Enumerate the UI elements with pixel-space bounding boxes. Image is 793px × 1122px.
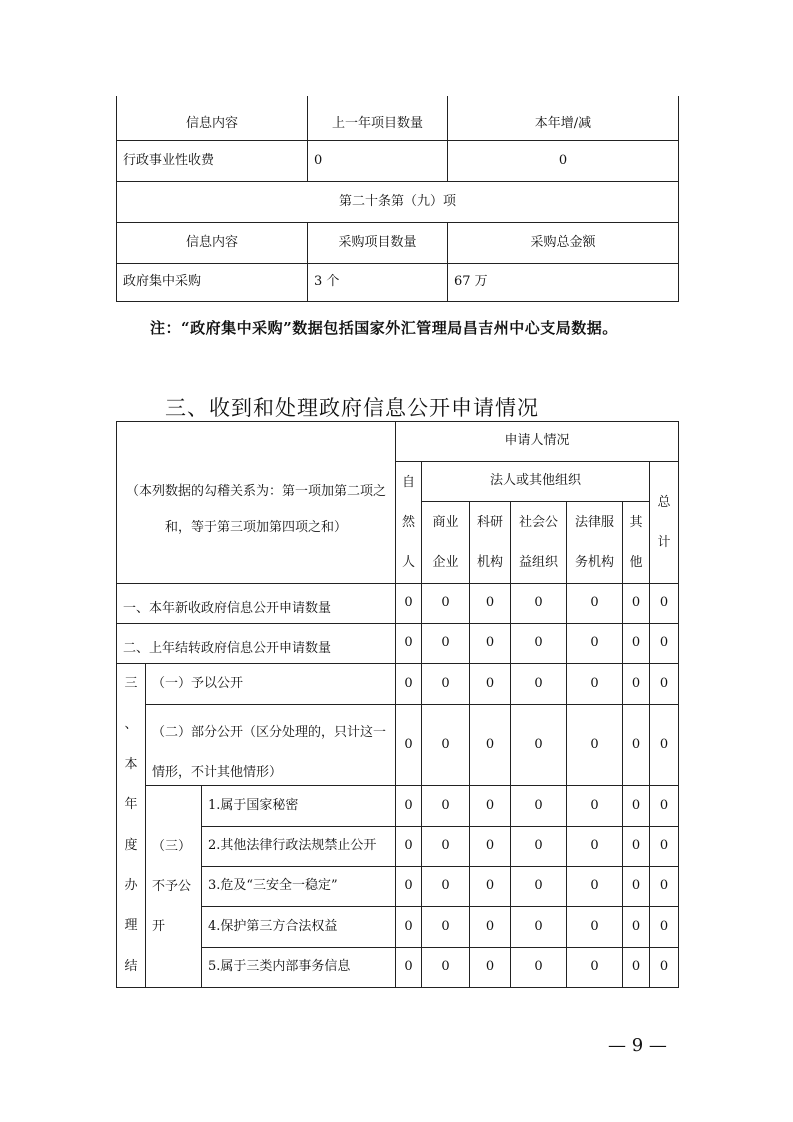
value-cell: 0 — [590, 797, 599, 813]
row-admin-fees-change: 0 — [558, 152, 568, 168]
header-info-content-2: 信息内容 — [185, 234, 238, 250]
row-partial-disclosed-line1: （二）部分公开（区分处理的，只计这一 — [152, 724, 387, 740]
value-cell: 0 — [404, 878, 413, 894]
value-cell: 0 — [534, 595, 543, 611]
value-cell: 0 — [485, 635, 495, 651]
value-cell: 0 — [485, 838, 495, 854]
value-cell: 0 — [590, 635, 599, 651]
research-institution-header: 科研 机构 — [476, 514, 503, 570]
value-cell: 0 — [534, 838, 543, 854]
deny-state-secret: 1.属于国家秘密 — [208, 797, 299, 813]
row-carried-applications: 二、上年结转政府信息公开申请数量 — [123, 640, 332, 656]
value-cell: 0 — [631, 918, 641, 934]
value-cell: 0 — [534, 675, 543, 691]
value-cell: 0 — [441, 635, 450, 651]
value-cell: 0 — [441, 595, 450, 611]
value-cell: 0 — [534, 635, 543, 651]
value-cell: 0 — [659, 675, 669, 691]
value-cell: 0 — [485, 797, 495, 813]
purchase-note: 注：“政府集中采购”数据包括国家外汇管理局昌吉州中心支局数据。 — [150, 319, 618, 337]
other-header: 其 他 — [629, 514, 643, 570]
value-cell: 0 — [659, 878, 669, 894]
page-number: — 9 — — [608, 1035, 667, 1056]
value-cell: 0 — [404, 797, 413, 813]
table-description-line1: （本列数据的勾稽关系为：第一项加第二项之 — [125, 483, 386, 499]
value-cell: 0 — [404, 838, 413, 854]
processing-results-side-label: 三 、 本 年 度 办 理 结 — [124, 676, 138, 974]
deny-three-safety: 3.危及“三安全一稳定” — [208, 878, 338, 894]
value-cell: 0 — [441, 736, 450, 752]
value-cell: 0 — [485, 595, 495, 611]
value-cell: 0 — [659, 736, 669, 752]
value-cell: 0 — [659, 635, 669, 651]
value-cell: 0 — [659, 838, 669, 854]
value-cell: 0 — [631, 675, 641, 691]
value-cell: 0 — [534, 736, 543, 752]
not-disclosed-label: （三） 不予公 开 — [152, 839, 192, 934]
value-cell: 0 — [631, 878, 641, 894]
header-purchase-count: 采购项目数量 — [338, 234, 417, 250]
value-cell: 0 — [534, 878, 543, 894]
header-change: 本年增/减 — [534, 115, 592, 131]
row-gov-purchase-label: 政府集中采购 — [123, 274, 202, 290]
value-cell: 0 — [590, 838, 599, 854]
value-cell: 0 — [534, 959, 543, 975]
value-cell: 0 — [631, 635, 641, 651]
value-cell: 0 — [404, 736, 413, 752]
value-cell: 0 — [659, 595, 669, 611]
value-cell: 0 — [485, 675, 495, 691]
value-cell: 0 — [441, 878, 450, 894]
value-cell: 0 — [659, 918, 669, 934]
value-cell: 0 — [659, 959, 669, 975]
row-new-applications: 一、本年新收政府信息公开申请数量 — [123, 600, 332, 616]
value-cell: 0 — [441, 797, 450, 813]
value-cell: 0 — [590, 878, 599, 894]
applicant-header: 申请人情况 — [504, 433, 570, 449]
header-info-content: 信息内容 — [185, 115, 238, 131]
commercial-enterprise-header: 商业 企业 — [432, 514, 459, 570]
value-cell: 0 — [590, 959, 599, 975]
legal-entity-header: 法人或其他组织 — [489, 473, 581, 489]
value-cell: 0 — [485, 959, 495, 975]
value-cell: 0 — [485, 918, 495, 934]
value-cell: 0 — [590, 918, 599, 934]
value-cell: 0 — [590, 595, 599, 611]
value-cell: 0 — [631, 736, 641, 752]
value-cell: 0 — [404, 635, 413, 651]
row-gov-purchase-amount: 67 万 — [454, 274, 488, 290]
row-partial-disclosed-line2: 情形，不计其他情形） — [152, 764, 283, 780]
total-header: 总 计 — [657, 494, 671, 550]
table-description-line2: 和，等于第三项加第四项之和） — [164, 519, 347, 535]
value-cell: 0 — [404, 675, 413, 691]
row-disclosed: （一）予以公开 — [152, 675, 244, 691]
row-gov-purchase-count: 3 个 — [314, 274, 340, 290]
value-cell: 0 — [590, 675, 599, 691]
deny-internal-affairs: 5.属于三类内部事务信息 — [208, 959, 351, 975]
article-heading: 第二十条第（九）项 — [338, 193, 456, 209]
value-cell: 0 — [631, 595, 641, 611]
section-title: 三、收到和处理政府信息公开申请情况 — [165, 396, 539, 420]
value-cell: 0 — [404, 959, 413, 975]
value-cell: 0 — [631, 838, 641, 854]
natural-person-header: 自 然 人 — [401, 474, 415, 570]
legal-service-org-header: 法律服 务机构 — [574, 514, 614, 570]
header-purchase-amount: 采购总金额 — [530, 234, 596, 250]
value-cell: 0 — [485, 736, 495, 752]
value-cell: 0 — [441, 675, 450, 691]
value-cell: 0 — [441, 838, 450, 854]
top-table-line — [678, 96, 679, 302]
deny-third-party: 4.保护第三方合法权益 — [208, 918, 338, 934]
value-cell: 0 — [441, 918, 450, 934]
value-cell: 0 — [534, 797, 543, 813]
value-cell: 0 — [485, 878, 495, 894]
value-cell: 0 — [441, 959, 450, 975]
value-cell: 0 — [631, 959, 641, 975]
value-cell: 0 — [404, 595, 413, 611]
value-cell: 0 — [534, 918, 543, 934]
deny-law-prohibited: 2.其他法律行政法规禁止公开 — [208, 838, 377, 854]
value-cell: 0 — [659, 797, 669, 813]
row-admin-fees-label: 行政事业性收费 — [123, 152, 215, 168]
public-welfare-org-header: 社会公 益组织 — [518, 514, 558, 570]
value-cell: 0 — [590, 736, 599, 752]
top-table-line — [116, 301, 678, 302]
value-cell: 0 — [631, 797, 641, 813]
header-prev-count: 上一年项目数量 — [331, 115, 423, 131]
value-cell: 0 — [404, 918, 413, 934]
row-admin-fees-prev: 0 — [314, 152, 323, 168]
